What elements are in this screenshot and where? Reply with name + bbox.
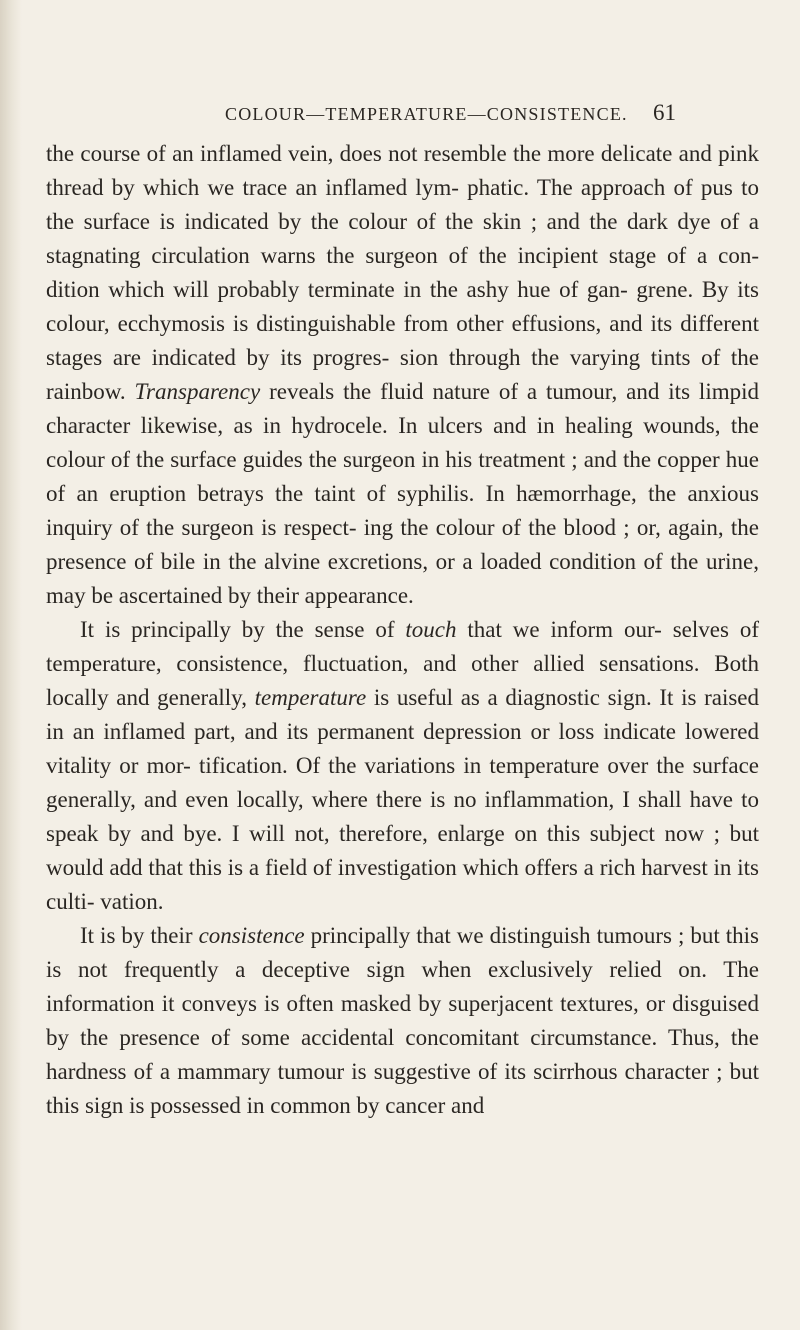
paragraph-touch xyxy=(46,613,759,919)
text-run: that we inform our- selves of temperature, consistence, fluctuation, and other allied sensations. Both locally and generally, xyxy=(46,617,759,710)
running-head: COLOUR—TEMPERATURE—CONSISTENCE. xyxy=(225,104,628,124)
text-run: principally that we distinguish tumours ; but this is not frequently a deceptive sign when exclusively relied on. The information it conveys is often masked by superjacent textures, or disguised by the presence of some accidental concomitant circumstance. Thus, the hardness of a mammary tumour is suggestive of its scirrhous character ; but this sign is possessed in common by cancer and xyxy=(46,923,759,1118)
page-number: 61 xyxy=(653,100,676,125)
page-binding-shadow xyxy=(0,0,22,1330)
text-run: is useful as a diagnostic sign. It is raised in an inflamed part, and its permanent depression or loss indicate lowered vitality or mor- tification. Of the variations in temperature over the surface generally, and even locally, where there is no inflammation, I shall have to speak by and bye. I will not, therefore, enlarge on this subject now ; but would add that this is a field of investigation which offers a rich harvest in its culti- vation. xyxy=(46,685,759,914)
text-run: It is by their xyxy=(80,923,199,948)
text-run: It is principally by the sense of xyxy=(80,617,406,642)
emphasis-touch: touch xyxy=(405,617,457,642)
body-text xyxy=(46,137,759,1123)
emphasis-temperature: temperature xyxy=(254,685,367,710)
emphasis-consistence: consistence xyxy=(198,923,305,948)
paragraph-colour xyxy=(46,137,759,613)
paragraph-consistence xyxy=(46,919,759,1123)
emphasis-transparency: Transparency xyxy=(134,379,261,404)
text-run: reveals the fluid nature of a tumour, and its limpid character likewise, as in hydrocele. In ulcers and in healing wounds, the colour of the surface guides the surgeon in his treatment ; and the copper hue of an eruption betrays the taint of syphilis. In hæmorrhage, the anxious inquiry of the surgeon is respect- ing the colour of the blood ; or, again, the presence of bile in the alvine excretions, or a loaded condition of the urine, may be ascertained by their appearance. xyxy=(46,379,759,608)
text-run: the course of an inflamed vein, does not resemble the more delicate and pink thread by which we trace an inflamed lym- phatic. The approach of pus to the surface is indicated by the colour of the skin ; and the dark dye of a stagnating circulation warns the surgeon of the incipient stage of a con- dition which will probably terminate in the ashy hue of gan- grene. By its colour, ecchymosis is distinguishable from other effusions, and its different stages are indicated by its progres- sion through the varying tints of the rainbow. xyxy=(46,141,759,404)
